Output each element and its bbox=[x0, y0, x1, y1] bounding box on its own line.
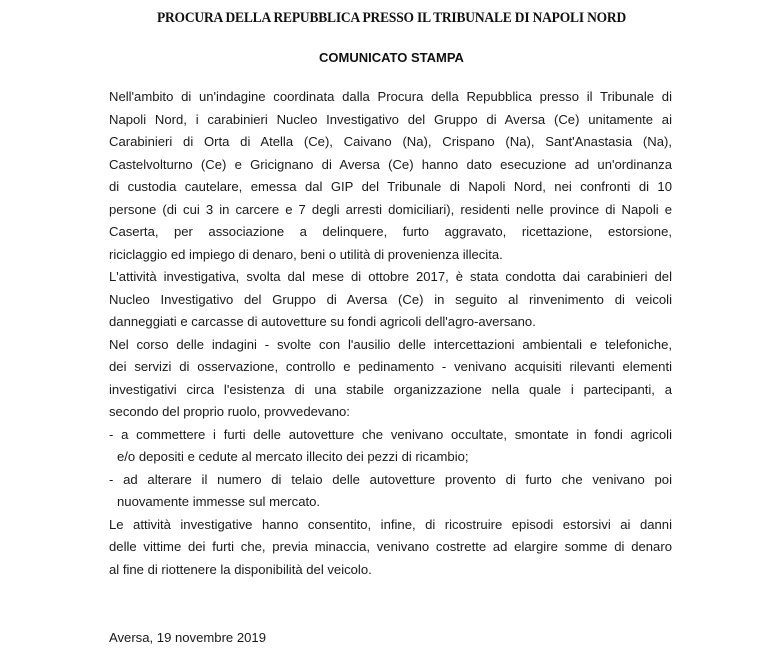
body-line: - ad alterare il numero di telaio delle autovetture provento di furto che venivano poi bbox=[109, 471, 672, 487]
body-line: Nucleo Investigativo del Gruppo di Aversa (Ce) in seguito al rinvenimento di veicoli bbox=[109, 291, 672, 307]
body-line: dei servizi di osservazione, controllo e pedinamento - venivano acquisiti rilevanti elementi bbox=[109, 359, 672, 374]
body-line: al fine di riottenere la disponibilità del veicolo. bbox=[109, 561, 372, 577]
body-line: L'attività investigativa, svolta dal mese di ottobre 2017, è stata condotta dai carabinieri del bbox=[109, 269, 672, 284]
document-subheader: COMUNICATO STAMPA bbox=[319, 50, 464, 65]
body-line: delle vittime dei furti che, previa minaccia, venivano costrette ad elargire somme di denaro bbox=[109, 539, 672, 554]
document-date: Aversa, 19 novembre 2019 bbox=[109, 630, 266, 645]
body-line: Nel corso delle indagini - svolte con l'ausilio delle intercettazioni ambientali e telefoniche, bbox=[109, 336, 672, 352]
body-line: di custodia cautelare, emessa dal GIP del Tribunale di Napoli Nord, nei confronti di 10 bbox=[109, 179, 672, 194]
body-line: riciclaggio ed impiego di denaro, beni o utilità di provenienza illecita. bbox=[109, 246, 503, 262]
body-line: persone (di cui 3 in carcere e 7 degli arresti domiciliari), residenti nelle province di Napoli e bbox=[109, 201, 672, 217]
document-body bbox=[109, 86, 672, 581]
body-line: Carabinieri di Orta di Atella (Ce), Caivano (Na), Crispano (Na), Sant'Anastasia (Na), bbox=[109, 134, 672, 149]
body-line: Nell'ambito di un'indagine coordinata dalla Procura della Repubblica presso il Tribunale di bbox=[109, 89, 672, 104]
body-line: Le attività investigative hanno consentito, infine, di ricostruire episodi estorsivi ai danni bbox=[109, 516, 672, 532]
body-line: e/o depositi e cedute al mercato illecito dei pezzi di ricambio; bbox=[117, 449, 469, 464]
body-line: - a commettere i furti delle autovetture che venivano occultate, smontate in fondi agricoli bbox=[109, 426, 672, 442]
body-line: Caserta, per associazione a delinquere, furto aggravato, ricettazione, estorsione, bbox=[109, 224, 672, 239]
body-line: Napoli Nord, i carabinieri Nucleo Investigativo del Gruppo di Aversa (Ce) unitamente ai bbox=[109, 111, 672, 127]
body-line: Castelvolturno (Ce) e Gricignano di Aversa (Ce) hanno dato esecuzione ad un'ordinanza bbox=[109, 156, 672, 172]
body-line: investigativi circa l'esistenza di una stabile organizzazione nella quale i partecipanti, a bbox=[109, 381, 672, 397]
document-header: PROCURA DELLA REPUBBLICA PRESSO IL TRIBUNALE DI NAPOLI NORD bbox=[156, 10, 627, 26]
body-line: danneggiati e carcasse di autovetture su fondi agricoli dell'agro-aversano. bbox=[109, 314, 536, 329]
body-line: nuovamente immesse sul mercato. bbox=[117, 494, 321, 509]
body-line: secondo del proprio ruolo, provvedevano: bbox=[109, 404, 350, 419]
